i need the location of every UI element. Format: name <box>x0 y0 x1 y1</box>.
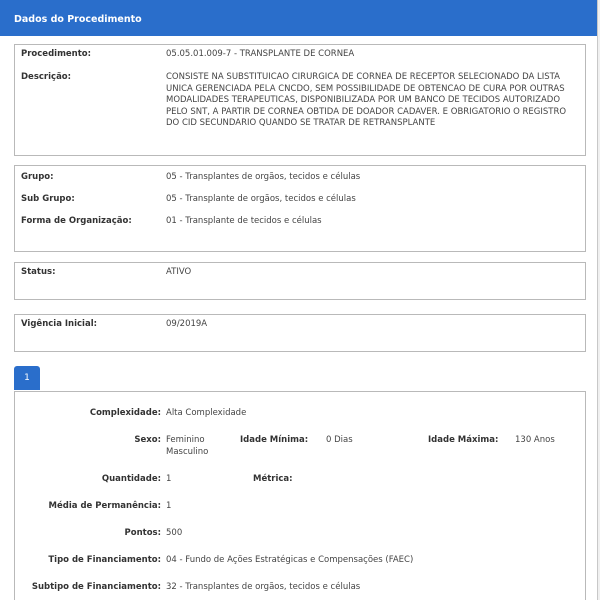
complexidade-label: Complexidade: <box>89 408 161 418</box>
subgrupo-label: Sub Grupo: <box>21 194 75 204</box>
procedimento-label: Procedimento: <box>21 49 92 59</box>
sexo-label: Sexo: <box>134 435 161 445</box>
descricao-value: CONSISTE NA SUBSTITUICAO CIRURGICA DE CORNEA DE RECEPTOR SELECIONADO DA LISTA UNICA GERENCIADA PELA CNCDO, SEM POSSIBILIDADE DE OBTENCAO DE CURA POR OUTRAS MODALIDADES TERAPEUTICAS, DISPONIBILIZADA POR UM BANCO DE TECIDOS AUTORIZADO PELO SNT, A PARTIR DE CORNEA OBTIDA DE DOADOR CADAVER. E OBRIGATORIO O REGISTRO DO CID SECUNDARIO QUANDO SE TRATAR DE RETRANSPLANTE <box>166 72 567 128</box>
complexidade-value: Alta Complexidade <box>166 408 247 418</box>
pontos-label: Pontos: <box>124 528 161 538</box>
idade-maxima-label: Idade Máxima: <box>428 435 499 445</box>
quantidade-label: Quantidade: <box>101 474 161 484</box>
grupo-label: Grupo: <box>21 172 54 182</box>
financiamento-value: 04 - Fundo de Ações Estratégicas e Compensações (FAEC) <box>166 555 414 565</box>
vigencia-label: Vigência Inicial: <box>21 319 98 329</box>
subgrupo-value: 05 - Transplante de orgãos, tecidos e células <box>166 194 356 204</box>
status-box <box>14 262 586 300</box>
status-label: Status: <box>21 267 56 277</box>
status-value: ATIVO <box>166 267 192 277</box>
procedure-box <box>14 44 586 156</box>
vigencia-value: 09/2019A <box>166 319 208 329</box>
financiamento-label: Tipo de Financiamento: <box>48 555 161 565</box>
subtipo-label: Subtipo de Financiamento: <box>31 582 161 592</box>
permanencia-value: 1 <box>166 501 172 511</box>
pontos-value: 500 <box>166 528 183 538</box>
procedimento-value: 05.05.01.009-7 - TRANSPLANTE DE CORNEA <box>166 49 355 59</box>
idade-minima-value: 0 Dias <box>326 435 353 445</box>
permanencia-label: Média de Permanência: <box>48 501 161 511</box>
metrica-label: Métrica: <box>253 474 293 484</box>
sexo-value-feminino: Feminino <box>166 435 205 445</box>
modal-title: Dados do Procedimento <box>0 0 597 36</box>
quantidade-value: 1 <box>166 474 172 484</box>
grupo-value: 05 - Transplantes de orgãos, tecidos e células <box>166 172 361 182</box>
sexo-value-masculino: Masculino <box>166 447 209 457</box>
forma-label: Forma de Organização: <box>21 216 132 226</box>
descricao-label: Descrição: <box>21 72 72 82</box>
forma-value: 01 - Transplante de tecidos e células <box>166 216 322 226</box>
group-box <box>14 165 586 252</box>
idade-maxima-value: 130 Anos <box>515 435 555 445</box>
vigencia-box <box>14 314 586 352</box>
subtipo-value: 32 - Transplantes de orgãos, tecidos e células <box>166 582 361 592</box>
idade-minima-label: Idade Mínima: <box>240 435 309 445</box>
tab-1[interactable]: 1 <box>14 366 40 390</box>
details-panel <box>14 391 586 600</box>
